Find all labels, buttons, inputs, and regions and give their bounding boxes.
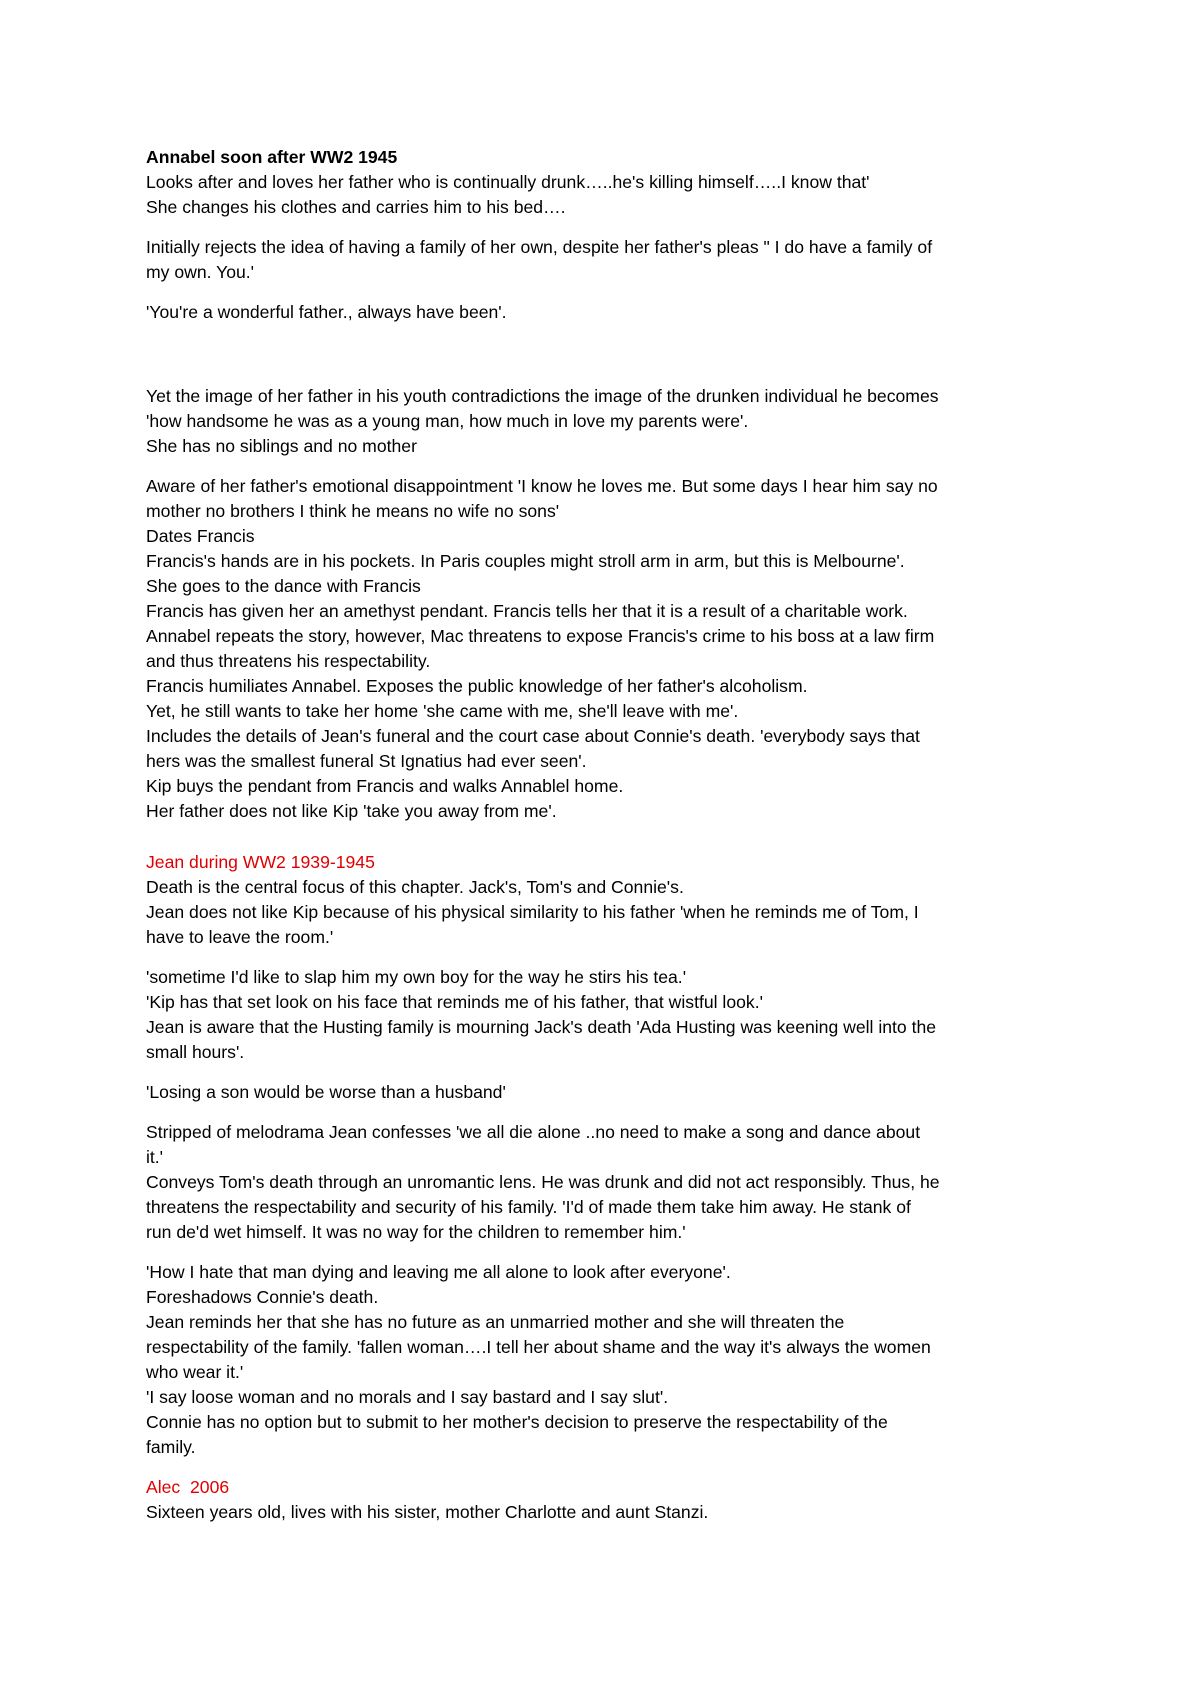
text-line: Annabel repeats the story, however, Mac threatens to expose Francis's crime to his boss at a law firm (146, 626, 935, 646)
text-line: Looks after and loves her father who is continually drunk…..he's killing himself…..I know that' (146, 172, 870, 192)
annabel-heading: Annabel soon after WW2 1945 (146, 147, 398, 167)
text-line: Francis's hands are in his pockets. In Paris couples might stroll arm in arm, but this is Melbourne'. (146, 551, 905, 571)
text-line: Jean is aware that the Husting family is mourning Jack's death 'Ada Husting was keening well into the (146, 1017, 937, 1037)
paragraph (146, 1260, 1066, 1460)
text-line: respectability of the family. 'fallen woman….I tell her about shame and the way it's always the women (146, 1337, 931, 1357)
text-line: Jean reminds her that she has no future as an unmarried mother and she will threaten the (146, 1312, 845, 1332)
document-page (146, 145, 1066, 1540)
text-line: She has no siblings and no mother (146, 436, 417, 456)
text-line: my own. You.' (146, 262, 255, 282)
paragraph (146, 474, 1066, 824)
text-line: Stripped of melodrama Jean confesses 'we all die alone ..no need to make a song and dance about (146, 1122, 921, 1142)
paragraph (146, 1080, 1066, 1105)
text-line: family. (146, 1437, 196, 1457)
paragraph (146, 1120, 1066, 1245)
text-line: 'sometime I'd like to slap him my own boy for the way he stirs his tea.' (146, 967, 687, 987)
text-line: Includes the details of Jean's funeral and the court case about Connie's death. 'everybody says that (146, 726, 920, 746)
text-line: Yet the image of her father in his youth contradictions the image of the drunken individual he becomes (146, 386, 939, 406)
text-line: Death is the central focus of this chapter. Jack's, Tom's and Connie's. (146, 877, 684, 897)
text-line: Kip buys the pendant from Francis and walks Annablel home. (146, 776, 624, 796)
text-line: and thus threatens his respectability. (146, 651, 431, 671)
text-line: who wear it.' (146, 1362, 244, 1382)
text-line: Dates Francis (146, 526, 255, 546)
text-line: Conveys Tom's death through an unromantic lens. He was drunk and did not act responsibly. Thus, he (146, 1172, 940, 1192)
alec-heading: Alec 2006 (146, 1477, 230, 1497)
text-line: Foreshadows Connie's death. (146, 1287, 379, 1307)
text-line: 'I say loose woman and no morals and I say bastard and I say slut'. (146, 1387, 669, 1407)
text-line: Francis has given her an amethyst pendant. Francis tells her that it is a result of a charitable work. (146, 601, 908, 621)
text-line: run de'd wet himself. It was no way for the children to remember him.' (146, 1222, 686, 1242)
jean-section (146, 850, 1066, 950)
text-line: She changes his clothes and carries him to his bed…. (146, 197, 566, 217)
text-line: Yet, he still wants to take her home 'she came with me, she'll leave with me'. (146, 701, 739, 721)
text-line: Jean does not like Kip because of his physical similarity to his father 'when he reminds me of Tom, I (146, 902, 919, 922)
paragraph (146, 235, 1066, 285)
text-line: Her father does not like Kip 'take you away from me'. (146, 801, 557, 821)
paragraph (146, 384, 1066, 459)
text-line: She goes to the dance with Francis (146, 576, 421, 596)
paragraph (146, 965, 1066, 1065)
text-line: hers was the smallest funeral St Ignatius had ever seen'. (146, 751, 587, 771)
annabel-section (146, 145, 1066, 220)
text-line: 'how handsome he was as a young man, how much in love my parents were'. (146, 411, 749, 431)
text-line: threatens the respectability and security of his family. 'I'd of made them take him away. He stank of (146, 1197, 911, 1217)
text-line: Initially rejects the idea of having a family of her own, despite her father's pleas " I do have a family of (146, 237, 933, 257)
paragraph (146, 300, 1066, 325)
text-line: Sixteen years old, lives with his sister, mother Charlotte and aunt Stanzi. (146, 1502, 709, 1522)
jean-heading: Jean during WW2 1939-1945 (146, 852, 375, 872)
text-line: 'Losing a son would be worse than a husband' (146, 1082, 506, 1102)
blank-space (146, 340, 1066, 384)
text-line: 'You're a wonderful father., always have been'. (146, 302, 507, 322)
text-line: 'Kip has that set look on his face that reminds me of his father, that wistful look.' (146, 992, 763, 1012)
text-line: mother no brothers I think he means no wife no sons' (146, 501, 560, 521)
text-line: Aware of her father's emotional disappointment 'I know he loves me. But some days I hear him say no (146, 476, 938, 496)
text-line: 'How I hate that man dying and leaving me all alone to look after everyone'. (146, 1262, 731, 1282)
text-line: Connie has no option but to submit to her mother's decision to preserve the respectability of the (146, 1412, 888, 1432)
text-line: have to leave the room.' (146, 927, 334, 947)
text-line: it.' (146, 1147, 164, 1167)
alec-section (146, 1475, 1066, 1525)
text-line: Francis humiliates Annabel. Exposes the public knowledge of her father's alcoholism. (146, 676, 808, 696)
text-line: small hours'. (146, 1042, 245, 1062)
